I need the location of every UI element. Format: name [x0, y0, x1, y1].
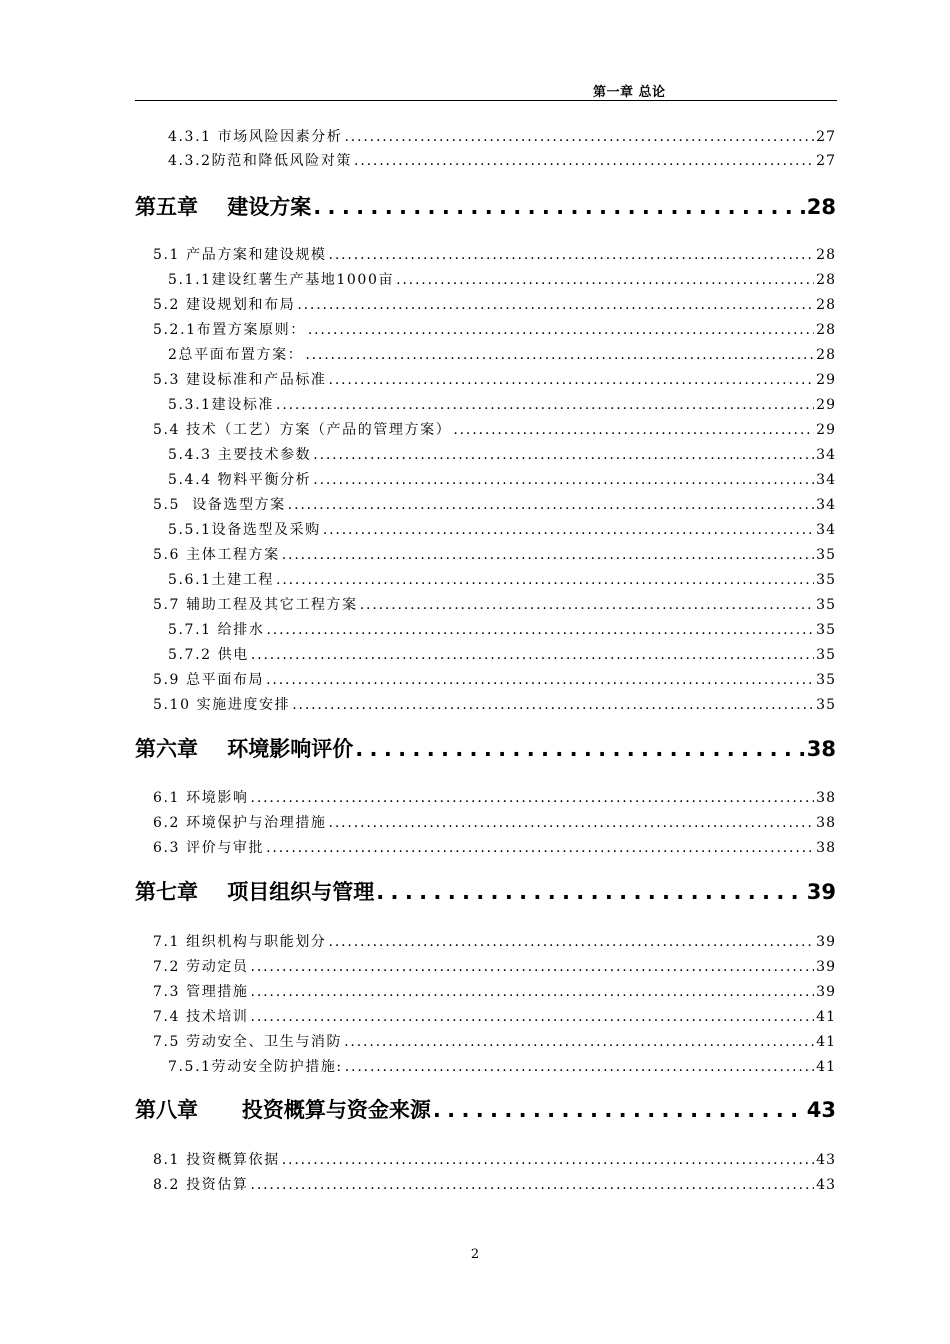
- toc-entry: [153, 1031, 836, 1053]
- toc-entry-label: 5.6.1土建工程: [168, 572, 275, 588]
- toc-entry-label: 第六章 环境影响评价: [135, 737, 354, 761]
- toc-entry-page: 34: [816, 472, 836, 488]
- toc-leader-dots: [344, 129, 814, 145]
- toc-entry-page: 39: [816, 959, 836, 975]
- toc-entry-page: 35: [816, 572, 836, 588]
- toc-leader-dots: [251, 647, 814, 663]
- toc-leader-dots: [251, 1177, 815, 1193]
- toc-leader-dots: [329, 815, 815, 831]
- toc-leader-dots: [376, 880, 805, 904]
- toc-leader-dots: [355, 737, 805, 761]
- toc-entry: [168, 344, 836, 366]
- toc-entry-label: 4.3.2防范和降低风险对策: [168, 153, 353, 169]
- toc-entry-label: 5.5.1设备选型及采购: [168, 522, 321, 538]
- toc-entry: [168, 619, 836, 641]
- toc-entry-label: 7.2 劳动定员: [153, 959, 249, 975]
- toc-entry-label: 第八章 投资概算与资金来源: [135, 1098, 431, 1122]
- toc-entry-page: 34: [816, 522, 836, 538]
- toc-entry: [153, 669, 836, 691]
- toc-entry: [168, 150, 836, 172]
- toc-leader-dots: [297, 297, 814, 313]
- toc-entry-label: 第五章 建设方案: [135, 195, 312, 219]
- toc-entry-page: 35: [816, 622, 836, 638]
- toc-entry: [168, 1056, 836, 1078]
- toc-entry-page: 29: [816, 397, 836, 413]
- toc-leader-dots: [305, 347, 814, 363]
- toc-chapter-entry: [135, 191, 836, 221]
- toc-entry-page: 35: [816, 647, 836, 663]
- toc-entry-page: 28: [816, 347, 836, 363]
- toc-leader-dots: [354, 153, 814, 169]
- toc-entry: [153, 1149, 836, 1171]
- toc-entry-page: 29: [816, 372, 836, 388]
- toc-entry-page: 27: [816, 129, 836, 145]
- toc-leader-dots: [329, 247, 815, 263]
- toc-entry-label: 7.5 劳动安全、卫生与消防: [153, 1034, 343, 1050]
- toc-entry-label: 5.4 技术（工艺）方案（产品的管理方案）: [153, 422, 452, 438]
- toc-leader-dots: [288, 497, 814, 513]
- toc-leader-dots: [251, 790, 815, 806]
- toc-entry-label: 5.1.1建设红薯生产基地1000亩: [168, 272, 395, 288]
- toc-entry-label: 5.3 建设标准和产品标准: [153, 372, 327, 388]
- page-number: 2: [470, 1247, 480, 1262]
- toc-entry-label: 8.2 投资估算: [153, 1177, 249, 1193]
- toc-entry: [153, 787, 836, 809]
- toc-entry: [168, 444, 836, 466]
- toc-entry-label: 5.3.1建设标准: [168, 397, 275, 413]
- toc-leader-dots: [251, 984, 815, 1000]
- toc-leader-dots: [344, 1034, 814, 1050]
- toc-entry-page: 39: [806, 880, 836, 904]
- toc-leader-dots: [292, 697, 814, 713]
- running-header-title: 第一章 总论: [593, 85, 666, 100]
- toc-entry-label: 7.5.1劳动安全防护措施:: [168, 1059, 343, 1075]
- toc-entry: [153, 419, 836, 441]
- toc-entry-page: 38: [816, 815, 836, 831]
- toc-leader-dots: [323, 522, 814, 538]
- toc-leader-dots: [329, 934, 815, 950]
- toc-entry-label: 8.1 投资概算依据: [153, 1152, 280, 1168]
- toc-entry: [153, 544, 836, 566]
- toc-leader-dots: [313, 195, 805, 219]
- toc-leader-dots: [313, 472, 814, 488]
- toc-leader-dots: [396, 272, 814, 288]
- toc-entry: [153, 1006, 836, 1028]
- toc-entry: [153, 981, 836, 1003]
- toc-leader-dots: [251, 1009, 815, 1025]
- toc-entry: [168, 519, 836, 541]
- toc-entry-page: 28: [816, 297, 836, 313]
- toc-entry-label: 5.7.1 给排水: [168, 622, 265, 638]
- toc-entry: [153, 294, 836, 316]
- toc-leader-dots: [345, 1059, 814, 1075]
- toc-leader-dots: [453, 422, 814, 438]
- toc-entry-label: 7.1 组织机构与职能划分: [153, 934, 327, 950]
- toc-entry: [153, 369, 836, 391]
- toc-entry-page: 28: [816, 272, 836, 288]
- toc-entry-page: 38: [816, 790, 836, 806]
- toc-entry-page: 43: [816, 1177, 836, 1193]
- toc-leader-dots: [276, 572, 814, 588]
- toc-leader-dots: [329, 372, 815, 388]
- toc-chapter-entry: [135, 1094, 836, 1124]
- toc-entry: [153, 956, 836, 978]
- toc-entry: [153, 812, 836, 834]
- toc-entry-page: 38: [806, 737, 836, 761]
- toc-entry: [168, 569, 836, 591]
- toc-entry-page: 35: [816, 672, 836, 688]
- toc-leader-dots: [266, 622, 814, 638]
- toc-entry-page: 38: [816, 840, 836, 856]
- toc-entry-label: 6.1 环境影响: [153, 790, 249, 806]
- toc-entry-label: 4.3.1 市场风险因素分析: [168, 129, 343, 145]
- toc-entry-label: 5.4.3 主要技术参数: [168, 447, 312, 463]
- toc-entry-page: 35: [816, 547, 836, 563]
- toc-entry-page: 28: [806, 195, 836, 219]
- toc-entry-page: 34: [816, 447, 836, 463]
- toc-entry: [153, 319, 836, 341]
- toc-entry: [153, 594, 836, 616]
- toc-chapter-entry: [135, 876, 836, 906]
- toc-entry-label: 5.9 总平面布局: [153, 672, 265, 688]
- toc-entry-page: 29: [816, 422, 836, 438]
- toc-entry: [153, 1174, 836, 1196]
- toc-entry-label: 7.4 技术培训: [153, 1009, 249, 1025]
- toc-entry-page: 43: [816, 1152, 836, 1168]
- toc-entry-page: 28: [816, 322, 836, 338]
- toc-entry-label: 2总平面布置方案：: [168, 347, 304, 363]
- toc-entry-label: 5.5 设备选型方案: [153, 497, 286, 513]
- toc-entry-label: 5.2 建设规划和布局: [153, 297, 296, 313]
- toc-leader-dots: [433, 1098, 805, 1122]
- toc-entry-page: 34: [816, 497, 836, 513]
- toc-leader-dots: [266, 840, 814, 856]
- toc-leader-dots: [282, 547, 814, 563]
- toc-entry-label: 5.6 主体工程方案: [153, 547, 280, 563]
- toc-leader-dots: [313, 447, 814, 463]
- toc-entry: [168, 469, 836, 491]
- toc-leader-dots: [266, 672, 814, 688]
- toc-entry-label: 5.1 产品方案和建设规模: [153, 247, 327, 263]
- toc-entry: [153, 837, 836, 859]
- toc-entry-page: 41: [816, 1034, 836, 1050]
- toc-chapter-entry: [135, 733, 836, 763]
- toc-entry: [168, 394, 836, 416]
- toc-entry: [153, 494, 836, 516]
- toc-entry: [168, 644, 836, 666]
- toc-entry-label: 5.2.1布置方案原则：: [153, 322, 306, 338]
- toc-leader-dots: [308, 322, 814, 338]
- toc-entry-label: 5.10 实施进度安排: [153, 697, 291, 713]
- toc-entry: [153, 931, 836, 953]
- toc-leader-dots: [276, 397, 814, 413]
- toc-entry-label: 5.7 辅助工程及其它工程方案: [153, 597, 358, 613]
- toc-entry-page: 28: [816, 247, 836, 263]
- toc-leader-dots: [282, 1152, 814, 1168]
- toc-entry-page: 27: [816, 153, 836, 169]
- toc-entry-page: 35: [816, 597, 836, 613]
- toc-entry-label: 6.2 环境保护与治理措施: [153, 815, 327, 831]
- toc-entry: [168, 269, 836, 291]
- toc-entry-label: 5.4.4 物料平衡分析: [168, 472, 312, 488]
- toc-entry: [153, 694, 836, 716]
- toc-entry-page: 43: [806, 1098, 836, 1122]
- toc-entry-label: 7.3 管理措施: [153, 984, 249, 1000]
- toc-entry: [153, 244, 836, 266]
- toc-entry-page: 35: [816, 697, 836, 713]
- toc-entry-page: 39: [816, 984, 836, 1000]
- toc-entry-page: 39: [816, 934, 836, 950]
- toc-entry-label: 第七章 项目组织与管理: [135, 880, 375, 904]
- toc-entry-page: 41: [816, 1059, 836, 1075]
- toc-entry: [168, 126, 836, 148]
- toc-leader-dots: [360, 597, 814, 613]
- toc-entry-label: 5.7.2 供电: [168, 647, 249, 663]
- toc-entry-page: 41: [816, 1009, 836, 1025]
- toc-leader-dots: [251, 959, 815, 975]
- toc-entry-label: 6.3 评价与审批: [153, 840, 265, 856]
